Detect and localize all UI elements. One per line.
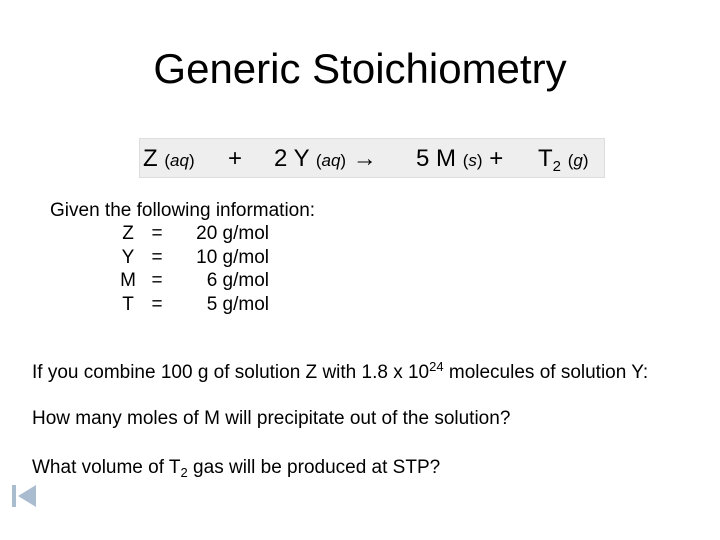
molar-mass-row: Y = 10 g/mol <box>121 247 269 268</box>
molar-mass-row: T = 5 g/mol <box>122 294 269 315</box>
chemical-equation <box>139 138 605 178</box>
product-t2: $T_2$ (g) <box>538 145 589 175</box>
reactant-z: Z (aq) <box>143 145 195 172</box>
reactant-y: 2 Y (aq) → <box>274 145 377 172</box>
question-combine: If you combine 100 g of solution Z with 1.8 x $10^{24}$ molecules of solution Y: <box>32 359 649 383</box>
question-moles-m: How many moles of M will precipitate out of the solution? <box>32 408 511 429</box>
plus-sign: + <box>228 145 243 172</box>
back-to-start-button[interactable] <box>10 483 38 509</box>
product-m: 5 M (s) + <box>416 145 504 172</box>
question-volume-t2: What volume of $T_2$ gas will be produced at STP? <box>32 457 441 480</box>
skip-to-start-icon <box>10 483 38 509</box>
molar-mass-row: Z = 20 g/mol <box>122 223 269 244</box>
given-heading: Given the following information: <box>50 200 316 221</box>
slide-title: Generic Stoichiometry <box>153 45 567 92</box>
molar-mass-row: M = 6 g/mol <box>120 270 269 291</box>
reaction-arrow: → <box>352 145 377 172</box>
